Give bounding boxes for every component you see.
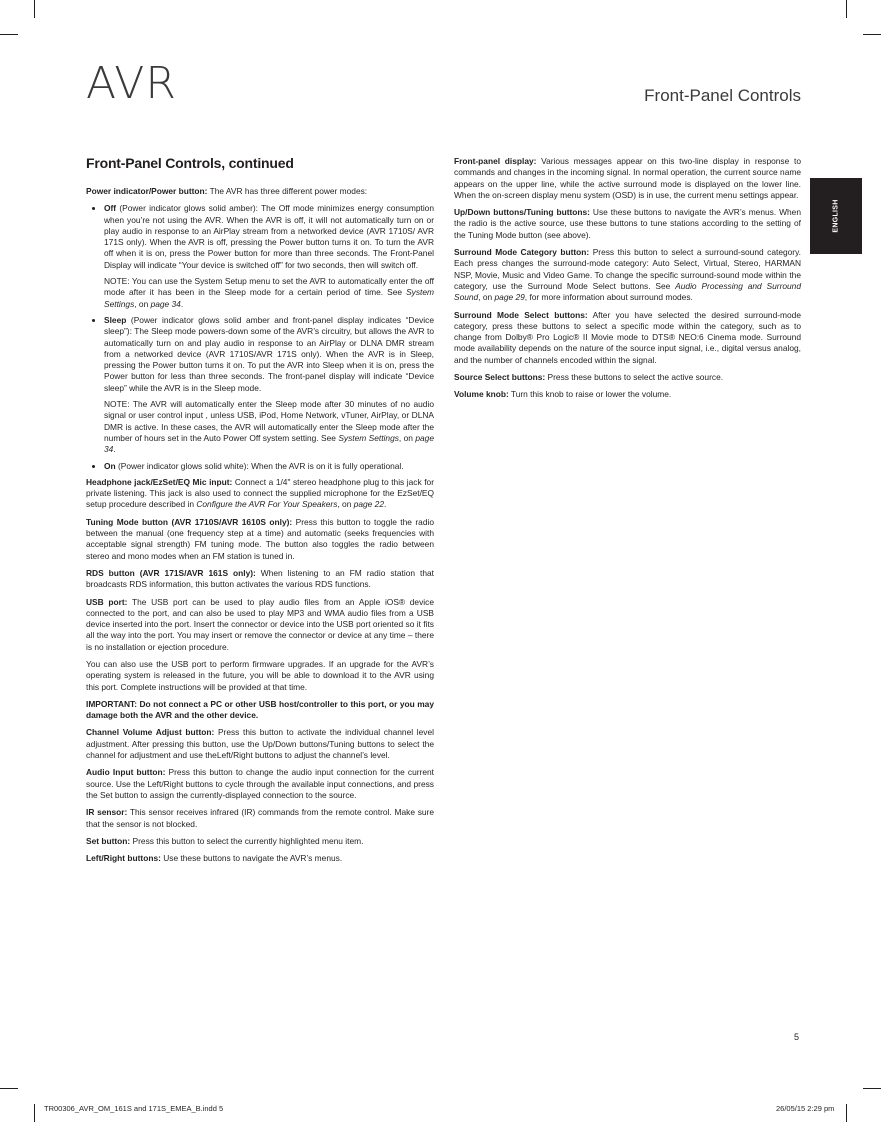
ir-sensor-paragraph: [86, 807, 434, 830]
term: Left/Right buttons:: [86, 853, 161, 864]
text: Press this button to select the currently highlighted menu item.: [130, 835, 364, 846]
up-down-paragraph: [454, 207, 801, 241]
usb-paragraph: [86, 597, 434, 653]
text: Press this button to toggle the radio between the manual (one frequency step at a time) and automatic (seeks frequencies with acceptable signal strength) FM tuning mode. The button also toggles the radio between stereo and mono modes when an FM station is tuned in.: [86, 516, 434, 561]
cross-ref: Configure the AVR For Your Speakers: [196, 499, 338, 510]
list-item: [104, 315, 434, 394]
cross-ref: Audio Processing and Surround Sound: [454, 280, 802, 303]
avr-logo: AVR: [86, 58, 177, 109]
term: Surround Mode Select buttons:: [454, 309, 588, 320]
text: (Power indicator glows solid amber and front-panel display indicates “Device sleep”): The Sleep mode powers-down some of the AVR’s circuitry, but allows the AVR to automatically turn on and play audio in response to an AirPlay or DLNA DMR stream from a networked device (AVR 1710S/AVR 171S only). When the AVR is in Sleep, pressing the Power button turns it on. To put the AVR into Sleep when it is on, press the Power button for less than three seconds. The front-panel display will indicate “Device sleep” while the AVR is in the Sleep mode.: [104, 314, 434, 393]
text: (Power indicator glows solid amber): The Off mode minimizes energy consumption when you’re not using the AVR. When the AVR is off, it will not automatically turn on or play audio in response to an AirPlay stream from a networked device (AVR 1710S/ AVR 171S only). When the AVR is off, pressing the Power button turns it on. To turn the AVR off when it is on, press the Power button for more than three seconds. The Front-Panel Display will indicate “Your device is switched off” for two seconds, then will switch off.: [104, 203, 434, 270]
text: Various messages appear on this two-line display in response to commands and changes in the incoming signal. In normal operation, the current source name appears on the upper line, while the active surround mode is displayed on the lower line. When the on-screen display menu system (OSD) is in use, the current menu settings appear.: [454, 156, 801, 200]
term: Channel Volume Adjust button:: [86, 727, 215, 738]
term: Volume knob:: [454, 389, 509, 400]
text: After you have selected the desired surround-mode category, press these buttons to select a specific mode within the category, such as to change from Dolby® Pro Logic® II Movie mode to DTS® NEO:6 Cinema mode. Surround mode availability depends on the nature of the source input signal, i.e., digital versus analog, and the number of channels encoded within the signal.: [454, 309, 801, 365]
term: IR sensor:: [86, 807, 128, 818]
left-column: [86, 154, 434, 870]
text: When listening to an FM radio station that broadcasts RDS information, this button activates the various RDS functions.: [86, 567, 434, 590]
text: , for more information about surround modes.: [524, 292, 693, 303]
list-item: [104, 461, 434, 472]
text: .: [113, 444, 116, 455]
text: NOTE: The AVR will automatically enter the Sleep mode after 30 minutes of no audio signal or user control input , unless USB, iPod, Home Network, vTuner, AirPlay, or DLNA DMR is active. In these cases, the AVR will automatically enter the Sleep mode after the number of hours set in the Auto Power Off system setting. See: [104, 399, 434, 443]
term: Tuning Mode button (AVR 1710S/AVR 1610S only):: [86, 516, 293, 527]
display-paragraph: [454, 156, 801, 201]
power-modes-list: [86, 461, 434, 472]
text: , on: [478, 292, 495, 303]
text: .: [180, 298, 184, 309]
footer-filename: TR00306_AVR_OM_161S and 171S_EMEA_B.indd 5: [44, 1104, 224, 1113]
text: (Power indicator glows solid white): When the AVR is on it is fully operational.: [115, 460, 404, 471]
surround-category-paragraph: [454, 247, 801, 303]
term: On: [104, 460, 116, 471]
term: USB port:: [86, 596, 128, 607]
page-ref: page 34: [104, 432, 434, 455]
page-heading: Front-Panel Controls, continued: [86, 155, 294, 171]
volume-knob-paragraph: [454, 389, 801, 400]
audio-input-paragraph: [86, 767, 434, 801]
page-ref: page 34: [150, 298, 181, 309]
text: Press this button to change the audio input connection for the current source. Use the Left/Right buttons to cycle through the available input connections, and press the Set button to assign the currently-displayed connection to the source.: [86, 767, 434, 800]
page-number: 5: [794, 1032, 800, 1042]
language-tab-label: ENGLISH: [832, 199, 840, 233]
left-right-paragraph: [86, 853, 434, 864]
crop-mark: [34, 1104, 35, 1122]
text: Turn this knob to raise or lower the volume.: [508, 389, 672, 400]
text: This sensor receives infrared (IR) commands from the remote control. Make sure that the sensor is not blocked.: [86, 807, 434, 829]
important-warning: IMPORTANT: Do not connect a PC or other USB host/controller to this port, or you may damage both the AVR and the other device.: [86, 698, 434, 721]
text: Connect a 1/4" stereo headphone plug to this jack for private listening. This jack is also used to connect the supplied microphone for the EzSet/EQ setup procedure described in: [86, 476, 435, 510]
text: , on: [337, 499, 354, 510]
text: Press these buttons to select the active source.: [545, 372, 724, 383]
list-item: [104, 203, 434, 271]
surround-select-paragraph: [454, 310, 801, 366]
note: [104, 276, 434, 310]
term: Headphone jack/EzSet/EQ Mic input:: [86, 476, 233, 487]
language-tab: [810, 178, 862, 254]
crop-mark: [846, 1104, 847, 1122]
term: RDS button (AVR 171S/AVR 161S only):: [86, 567, 256, 578]
footer-timestamp: 26/05/15 2:29 pm: [776, 1104, 835, 1113]
rds-paragraph: [86, 568, 434, 591]
source-select-paragraph: [454, 372, 801, 383]
term: Up/Down buttons/Tuning buttons:: [454, 207, 590, 218]
text: Press this button to activate the individual channel level adjustment. After pressing this button, use the Up/Down buttons/Tuning buttons to select the channel for adjustment and use theLeft/Right buttons to adjust the channel’s level.: [86, 727, 435, 761]
text: The USB port can be used to play audio files from an Apple iOS® device connected to the port, and can also be used to play MP3 and WMA audio files from a USB device inserted into the port. Insert the connector or device into the USB port oriented so it fits all the way into the port. You may insert or remove the connector or device at any time – there is no installation or ejection procedure.: [86, 596, 434, 652]
header-section-title: Front-Panel Controls: [644, 86, 801, 105]
crop-mark: [34, 0, 35, 18]
power-modes-list: [86, 315, 434, 394]
term: Surround Mode Category button:: [454, 247, 590, 258]
usb-upgrade-paragraph: You can also use the USB port to perform firmware upgrades. If an upgrade for the AVR’s operating system is released in the future, you will be able to download it to the AVR using this port. Complete instructions will be provided at that time.: [86, 658, 434, 692]
power-modes-list: [86, 203, 434, 271]
text: Use these buttons to navigate the AVR’s menus.: [160, 853, 343, 864]
text: NOTE: You can use the System Setup menu to set the AVR to automatically enter the off mode after it has been in the Sleep mode for a certain period of time. See: [104, 276, 434, 298]
text: , on: [134, 298, 151, 309]
text: The AVR has three different power modes:: [207, 186, 368, 196]
crop-mark: [846, 0, 847, 18]
crop-mark: [0, 34, 18, 35]
cross-ref: System Settings: [338, 432, 399, 443]
headphone-paragraph: [86, 477, 434, 511]
tuning-paragraph: [86, 517, 434, 562]
term: Front-panel display:: [454, 156, 537, 166]
channel-volume-paragraph: [86, 727, 434, 761]
term: Set button:: [86, 835, 131, 846]
text: .: [383, 499, 387, 510]
term: Audio Input button:: [86, 767, 166, 778]
right-column: [454, 156, 801, 407]
term: Off: [104, 203, 117, 214]
text: Use these buttons to navigate the AVR’s menus. When the radio is the active source, use these buttons to tune stations according to the setting of the Tuning Mode button (see above).: [454, 207, 801, 240]
crop-mark: [863, 34, 881, 35]
power-paragraph: [86, 186, 434, 197]
term: Sleep: [104, 314, 127, 325]
text: , on: [398, 432, 416, 443]
term: Source Select buttons:: [454, 372, 546, 383]
crop-mark: [863, 1088, 881, 1089]
text: Press this button to select a surround-sound category. Each press changes the surround-mode category: Auto Select, Virtual, Stereo, HARMAN NSP, Movie, Music and Video Game. To change the specific surround-sound mode within the category, use the Surround Mode Select buttons. See: [454, 247, 801, 291]
term: Power indicator/Power button:: [86, 186, 208, 196]
note: [104, 399, 434, 455]
set-button-paragraph: [86, 836, 434, 847]
crop-mark: [0, 1088, 18, 1089]
page-ref: page 22: [353, 499, 384, 510]
page-ref: page 29: [494, 292, 525, 303]
cross-ref: System Settings: [104, 287, 434, 309]
